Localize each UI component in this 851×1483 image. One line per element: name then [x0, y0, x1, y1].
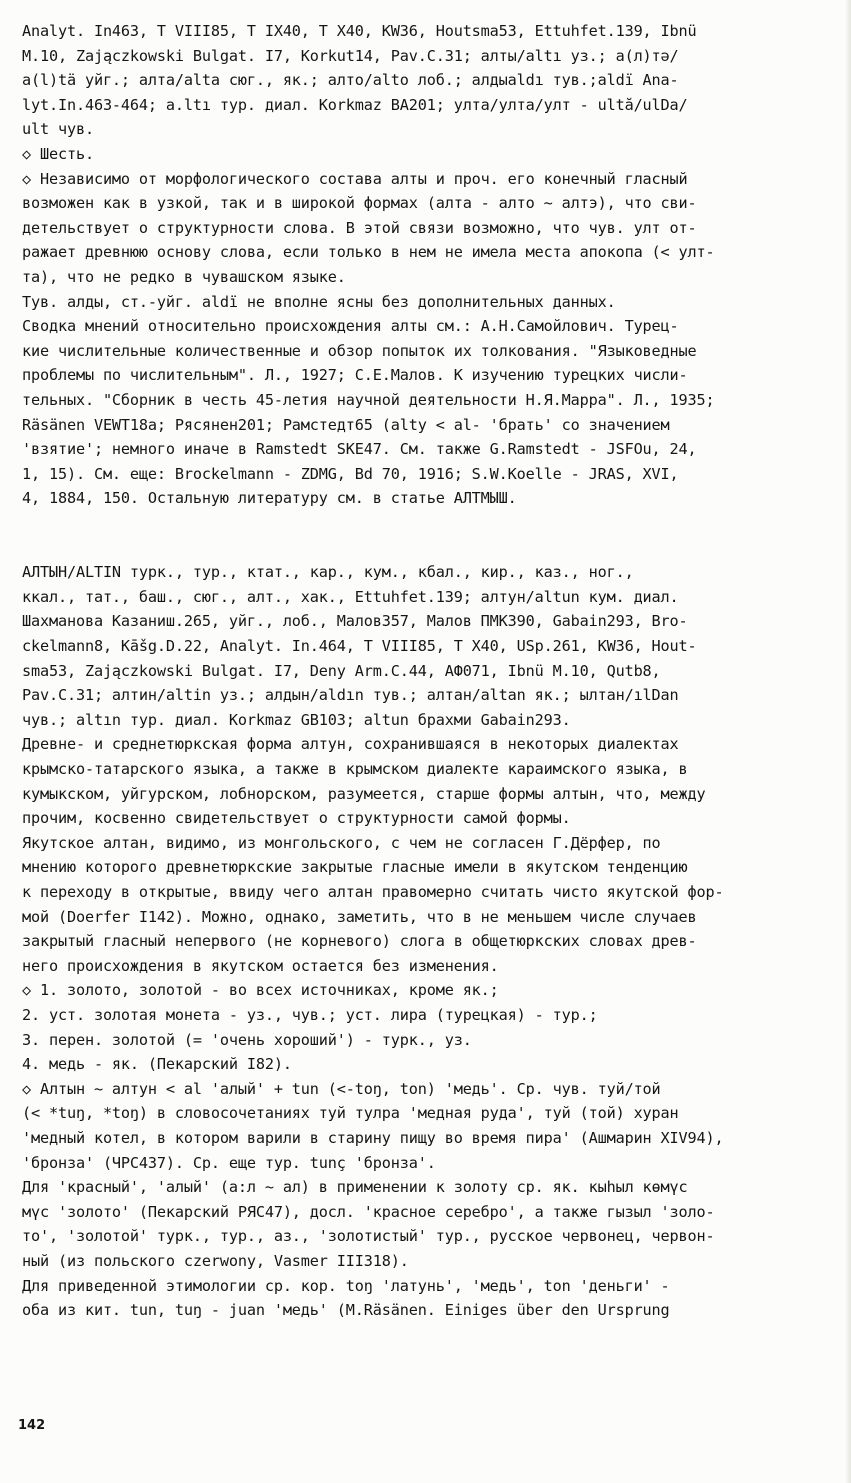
text-line: Шахманова Казаниш.265, уйг., лоб., Малов357, Малов ПМК390, Gabain293, Bro-	[22, 612, 688, 631]
text-line: sma53, Zajączkowski Bulgat. I7, Deny Arm.C.44, АФ071, Ibnü M.10, Qutb8,	[22, 661, 661, 680]
text-line: крымско-татарского языка, а также в крымском диалекте караимского языка, в	[22, 760, 688, 778]
text-line: АЛТЫН/ALTIN турк., тур., ктат., кар., кум., кбал., кир., каз., ног.,	[22, 563, 634, 582]
text-line: 1, 15). См. еще: Brockelmann - ZDMG, Bd 70, 1916; S.W.Koelle - JRAS, XVI,	[22, 464, 679, 483]
text-line: оба из кит. tun, tuŋ - juan 'медь' (M.Räsänen. Einiges über den Ursprung	[22, 1301, 670, 1320]
text-line: мнению которого древнетюркские закрытые гласные имели в якутском тенденцию	[22, 858, 688, 877]
text-line: чув.; altın тур. диал. Korkmaz GB103; altun брахми Gabain293.	[22, 710, 571, 729]
text-line: lyt.In.463-464; a.ltı тур. диал. Korkmaz BA201; улта/улта/улт - ultă/ulDa/	[22, 95, 688, 114]
text-line: 4, 1884, 150. Остальную литературу см. в статье АЛТМЫШ.	[22, 489, 517, 508]
text-line: 'взятие'; немного иначе в Ramstedt SKE47. См. также G.Ramstedt - JSFOu, 24,	[22, 440, 697, 459]
text-line: 2. уст. золотая монета - уз., чув.; уст. лира (турецкая) - тур.;	[22, 1006, 598, 1024]
text-line: Pav.C.31; алтин/altin уз.; алдын/aldın тув.; алтан/altan як.; ылтан/ılDan	[22, 686, 679, 705]
text-line: 'медный котел, в котором варили в старину пищу во время пира' (Ашмарин XIV94),	[22, 1129, 724, 1147]
text-line: тельных. "Сборник в честь 45-летия научной деятельности Н.Я.Марра". Л., 1935;	[22, 391, 715, 409]
text-line: ккал., тат., баш., сюг., алт., хак., Ettuhfet.139; алтун/altun кум. диал.	[22, 587, 679, 606]
text-line: ◇ Алтын ~ алтун < al 'алый' + tun (<-toŋ, ton) 'медь'. Ср. чув. туй/той	[22, 1079, 661, 1098]
text-line: прочим, косвенно свидетельствует о структурности самой формы.	[22, 809, 571, 828]
text-line: Древне- и среднетюркская форма алтун, сохранившаяся в некоторых диалектах	[22, 735, 679, 754]
text-line: 'бронза' (ЧРС437). Ср. еще тур. tunç 'бронза'.	[22, 1153, 436, 1172]
text-line: M.10, Zajączkowski Bulgat. I7, Korkut14, Pav.C.31; алты/altı уз.; а(л)тә/	[22, 46, 679, 65]
text-line: кие числительные количественные и обзор попыток их толкования. "Языковедные	[22, 341, 697, 360]
text-line: проблемы по числительным". Л., 1927; С.Е.Малов. К изучению турецких числи-	[22, 366, 688, 385]
text-line: Якутское алтан, видимо, из монгольского, с чем не согласен Г.Дёрфер, по	[22, 833, 661, 852]
text-line: ◇ Шесть.	[22, 145, 94, 163]
text-line: Räsänen VEWT18a; Рясянен201; Рамстедт65 (alty < al- 'брать' со значением	[22, 415, 670, 434]
text-line: мүс 'золото' (Пекарский РЯС47), досл. 'красное серебро', а также гызыл 'золо-	[22, 1202, 715, 1221]
text-line: ◇ Независимо от морфологического состава алты и проч. его конечный гласный	[22, 169, 688, 188]
text-line: (< *tuŋ, *toŋ) в словосочетаниях туй тулра 'медная руда', туй (той) хуран	[22, 1104, 679, 1123]
text-line: а(l)tä уйг.; алта/alta сюг., як.; алто/alto лоб.; алдыaldı тув.;aldï Ana-	[22, 71, 679, 90]
text-line: к переходу в открытые, ввиду чего алтан правомерно считать чисто якутской фор-	[22, 883, 724, 901]
text-line: ный (из польского czerwony, Vasmer III318).	[22, 1252, 409, 1270]
text-line: него происхождения в якутском остается без изменения.	[22, 956, 499, 975]
page-number: 142	[18, 1418, 46, 1433]
text-line: мой (Doerfer I142). Можно, однако, заметить, что в не меньшем числе случаев	[22, 907, 697, 926]
text-line: ult чув.	[22, 120, 94, 139]
text-line: то', 'золотой' турк., тур., аз., 'золотистый' тур., русское червонец, червон-	[22, 1227, 715, 1246]
text-line: Для приведенной этимологии ср. кор. toŋ 'латунь', 'медь', ton 'деньги' -	[22, 1276, 670, 1295]
text-line: Для 'красный', 'алый' (а:л ~ ал) в применении к золоту ср. як. кыһыл көмүс	[22, 1178, 688, 1197]
text-line: 3. перен. золотой (= 'очень хороший') - турк., уз.	[22, 1030, 472, 1049]
text-line: возможен как в узкой, так и в широкой формах (алта - алто ~ алтэ), что сви-	[22, 194, 697, 213]
text-line: Сводка мнений относительно происхождения алты см.: А.Н.Самойлович. Турец-	[22, 317, 679, 336]
text-line: детельствует о структурности слова. В этой связи возможно, что чув. улт от-	[22, 218, 697, 237]
text-line: ражает древнюю основу слова, если только в нем не имела места апокопа (< улт-	[22, 243, 715, 262]
text-line: закрытый гласный непервого (не корневого) слога в общетюркских словах древ-	[22, 932, 697, 951]
page-edge-shadow	[845, 0, 851, 1483]
text-line: Тув. алды, ст.-уйг. aldï не вполне ясны без дополнительных данных.	[22, 292, 616, 311]
text-line: 4. медь - як. (Пекарский I82).	[22, 1055, 292, 1074]
text-line: кумыкском, уйгурском, лобнорском, разумеется, старше формы алтын, что, между	[22, 784, 706, 803]
text-line: Analyt. In463, T VIII85, T IX40, T X40, KW36, Houtsma53, Ettuhfet.139, Ibnü	[22, 22, 697, 40]
text-line: та), что не редко в чувашском языке.	[22, 268, 346, 286]
text-line: ckelmann8, Kāšg.D.22, Analyt. In.464, T VIII85, T X40, USp.261, KW36, Hout-	[22, 637, 697, 655]
text-line: ◇ 1. золото, золотой - во всех источниках, кроме як.;	[22, 981, 499, 1000]
